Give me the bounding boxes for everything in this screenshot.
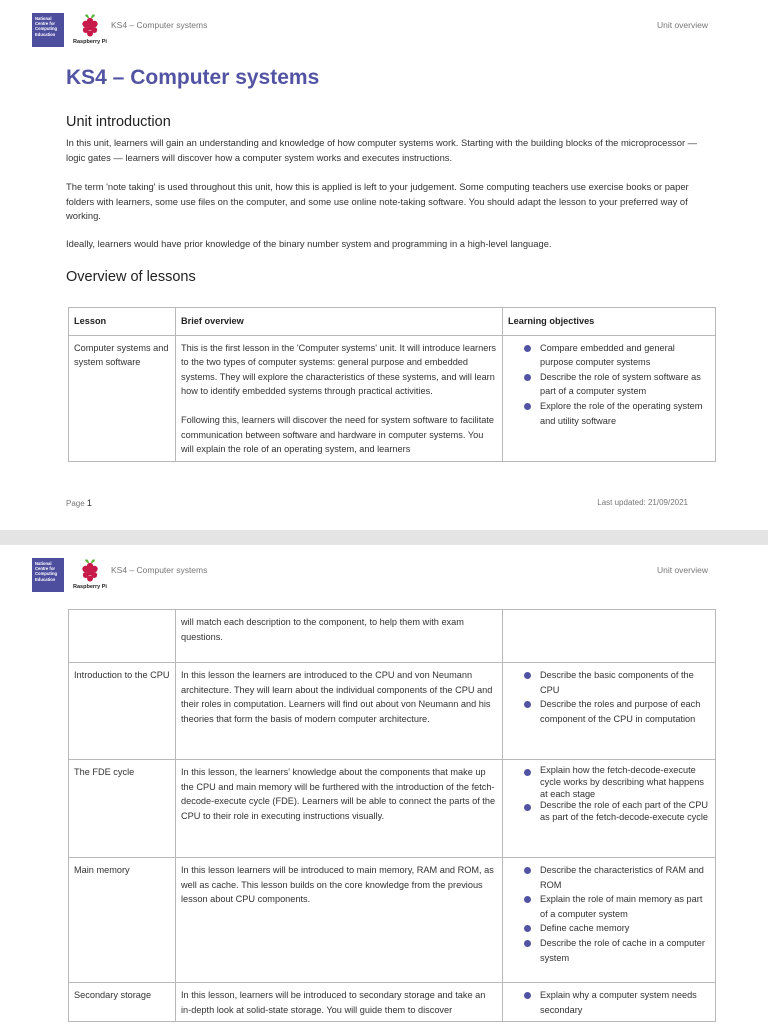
table-row (69, 760, 716, 858)
header-unit-name: KS4 – Computer systems (111, 20, 208, 30)
lesson-objectives (503, 760, 716, 858)
lesson-name: Secondary storage (69, 983, 176, 1022)
table-row (69, 335, 716, 461)
page-number: 1 (86, 498, 92, 508)
intro-paragraph-2: The term 'note taking' is used throughout this unit, how this is applied is left to your judgement. Some computing teachers use exercise books or paper folders with learners, some use files on the computer, and some use online note-taking software. You should adapt the lesson to your preferred way of working. (66, 181, 689, 222)
lesson-overview (176, 983, 503, 1022)
page-title: KS4 – Computer systems (66, 66, 320, 89)
footer-last-updated: Last updated: 21/09/2021 (597, 498, 688, 507)
intro-paragraph-1: In this unit, learners will gain an understanding and knowledge of how computer systems work. Starting with the building blocks of the microprocessor — logic gates — learners will discover how a computer system works and executes instructions. (66, 137, 698, 163)
objective-item: Explore the role of the operating system and utility software (522, 399, 710, 428)
objective-item: Explain the role of main memory as part of a computer system (522, 892, 710, 921)
lessons-table (68, 307, 716, 462)
column-header-objectives: Learning objectives (503, 308, 716, 336)
overview-paragraph: will match each description to the component, to help them with exam questions. (181, 617, 464, 642)
table-header-row (69, 308, 716, 336)
objective-item: Describe the characteristics of RAM and ROM (522, 863, 710, 892)
column-header-lesson: Lesson (69, 308, 176, 336)
overview-paragraph: Following this, learners will discover the need for system software to facilitate communication between software and hardware in computer systems. You will explain the role of an operating system, and learners (181, 414, 495, 455)
raspberry-pi-logo (70, 557, 110, 595)
lesson-overview (176, 335, 503, 461)
intro-paragraph-3: Ideally, learners would have prior knowledge of the binary number system and programming in a high-level language. (66, 238, 552, 249)
raspberry-icon (79, 12, 101, 38)
overview-paragraph: In this lesson learners will be introduced to main memory, RAM and ROM, as well as cache. This lesson builds on the core knowledge from the previous lesson about CPU components. (181, 865, 494, 905)
footer-page (66, 498, 92, 508)
header-doc-type: Unit overview (656, 20, 708, 30)
lesson-objectives (503, 858, 716, 983)
lesson-objectives (503, 663, 716, 760)
document-page-2 (0, 545, 768, 1024)
ncce-logo: National Centre for Computing Education (32, 13, 64, 47)
overview-paragraph: This is the first lesson in the 'Computer systems' unit. It will introduce learners to the two types of computer systems: general purpose and embedded systems. They will explore the characteristics of these systems, and will learn how to identify embedded systems through practical activities. (181, 342, 496, 397)
lesson-name: Introduction to the CPU (69, 663, 176, 760)
raspberry-pi-logo (70, 12, 110, 50)
lesson-overview (176, 610, 503, 663)
lessons-table-continued (68, 609, 716, 1022)
overview-paragraph: In this lesson, learners will be introduced to secondary storage and take an in-depth look at solid-state storage. You will guide them to discover (181, 990, 486, 1015)
header-unit-name: KS4 – Computer systems (111, 565, 208, 575)
lesson-overview (176, 760, 503, 858)
unit-introduction-heading: Unit introduction (66, 114, 171, 130)
table-row (69, 983, 716, 1022)
column-header-overview: Brief overview (176, 308, 503, 336)
objective-item: Describe the roles and purpose of each component of the CPU in computation (522, 697, 710, 726)
raspberry-icon (79, 557, 101, 583)
page-label: Page (66, 499, 85, 508)
objective-item: Compare embedded and general purpose computer systems (522, 341, 710, 370)
raspberry-pi-label: Raspberry Pi (73, 584, 107, 590)
table-row (69, 663, 716, 760)
header-doc-type: Unit overview (656, 565, 708, 575)
lesson-name: Computer systems and system software (69, 335, 176, 461)
lesson-objectives (503, 983, 716, 1022)
objective-item: Describe the role of system software as part of a computer system (522, 370, 710, 399)
overview-paragraph: In this lesson the learners are introduced to the CPU and von Neumann architecture. They will learn about the individual components of the CPU and their roles in computation. Learners will find out about von Neumann and his theories that form the basis of modern computer architecture. (181, 670, 493, 724)
overview-heading: Overview of lessons (66, 269, 196, 285)
table-row (69, 610, 716, 663)
lesson-overview (176, 663, 503, 760)
lesson-objectives (503, 335, 716, 461)
lesson-objectives (503, 610, 716, 663)
lesson-name (69, 610, 176, 663)
objective-item: Explain how the fetch-decode-execute cycle works by describing what happens at each stage (522, 765, 710, 800)
objective-item: Explain why a computer system needs secondary (522, 988, 710, 1017)
raspberry-pi-label: Raspberry Pi (73, 39, 107, 45)
table-row (69, 858, 716, 983)
lesson-overview (176, 858, 503, 983)
ncce-logo: National Centre for Computing Education (32, 558, 64, 592)
objective-item: Describe the basic components of the CPU (522, 668, 710, 697)
lesson-name: Main memory (69, 858, 176, 983)
lesson-name: The FDE cycle (69, 760, 176, 858)
objective-item: Describe the role of each part of the CPU as part of the fetch-decode-execute cycle (522, 800, 710, 824)
objective-item: Define cache memory (522, 921, 710, 936)
overview-paragraph: In this lesson, the learners' knowledge about the components that make up the CPU and main memory will be furthered with the introduction of the fetch-decode-execute cycle (FDE). Learners will be able to connect the parts of the CPU to their role in executing instructions visually. (181, 767, 496, 821)
objective-item: Describe the role of cache in a computer system (522, 936, 710, 965)
